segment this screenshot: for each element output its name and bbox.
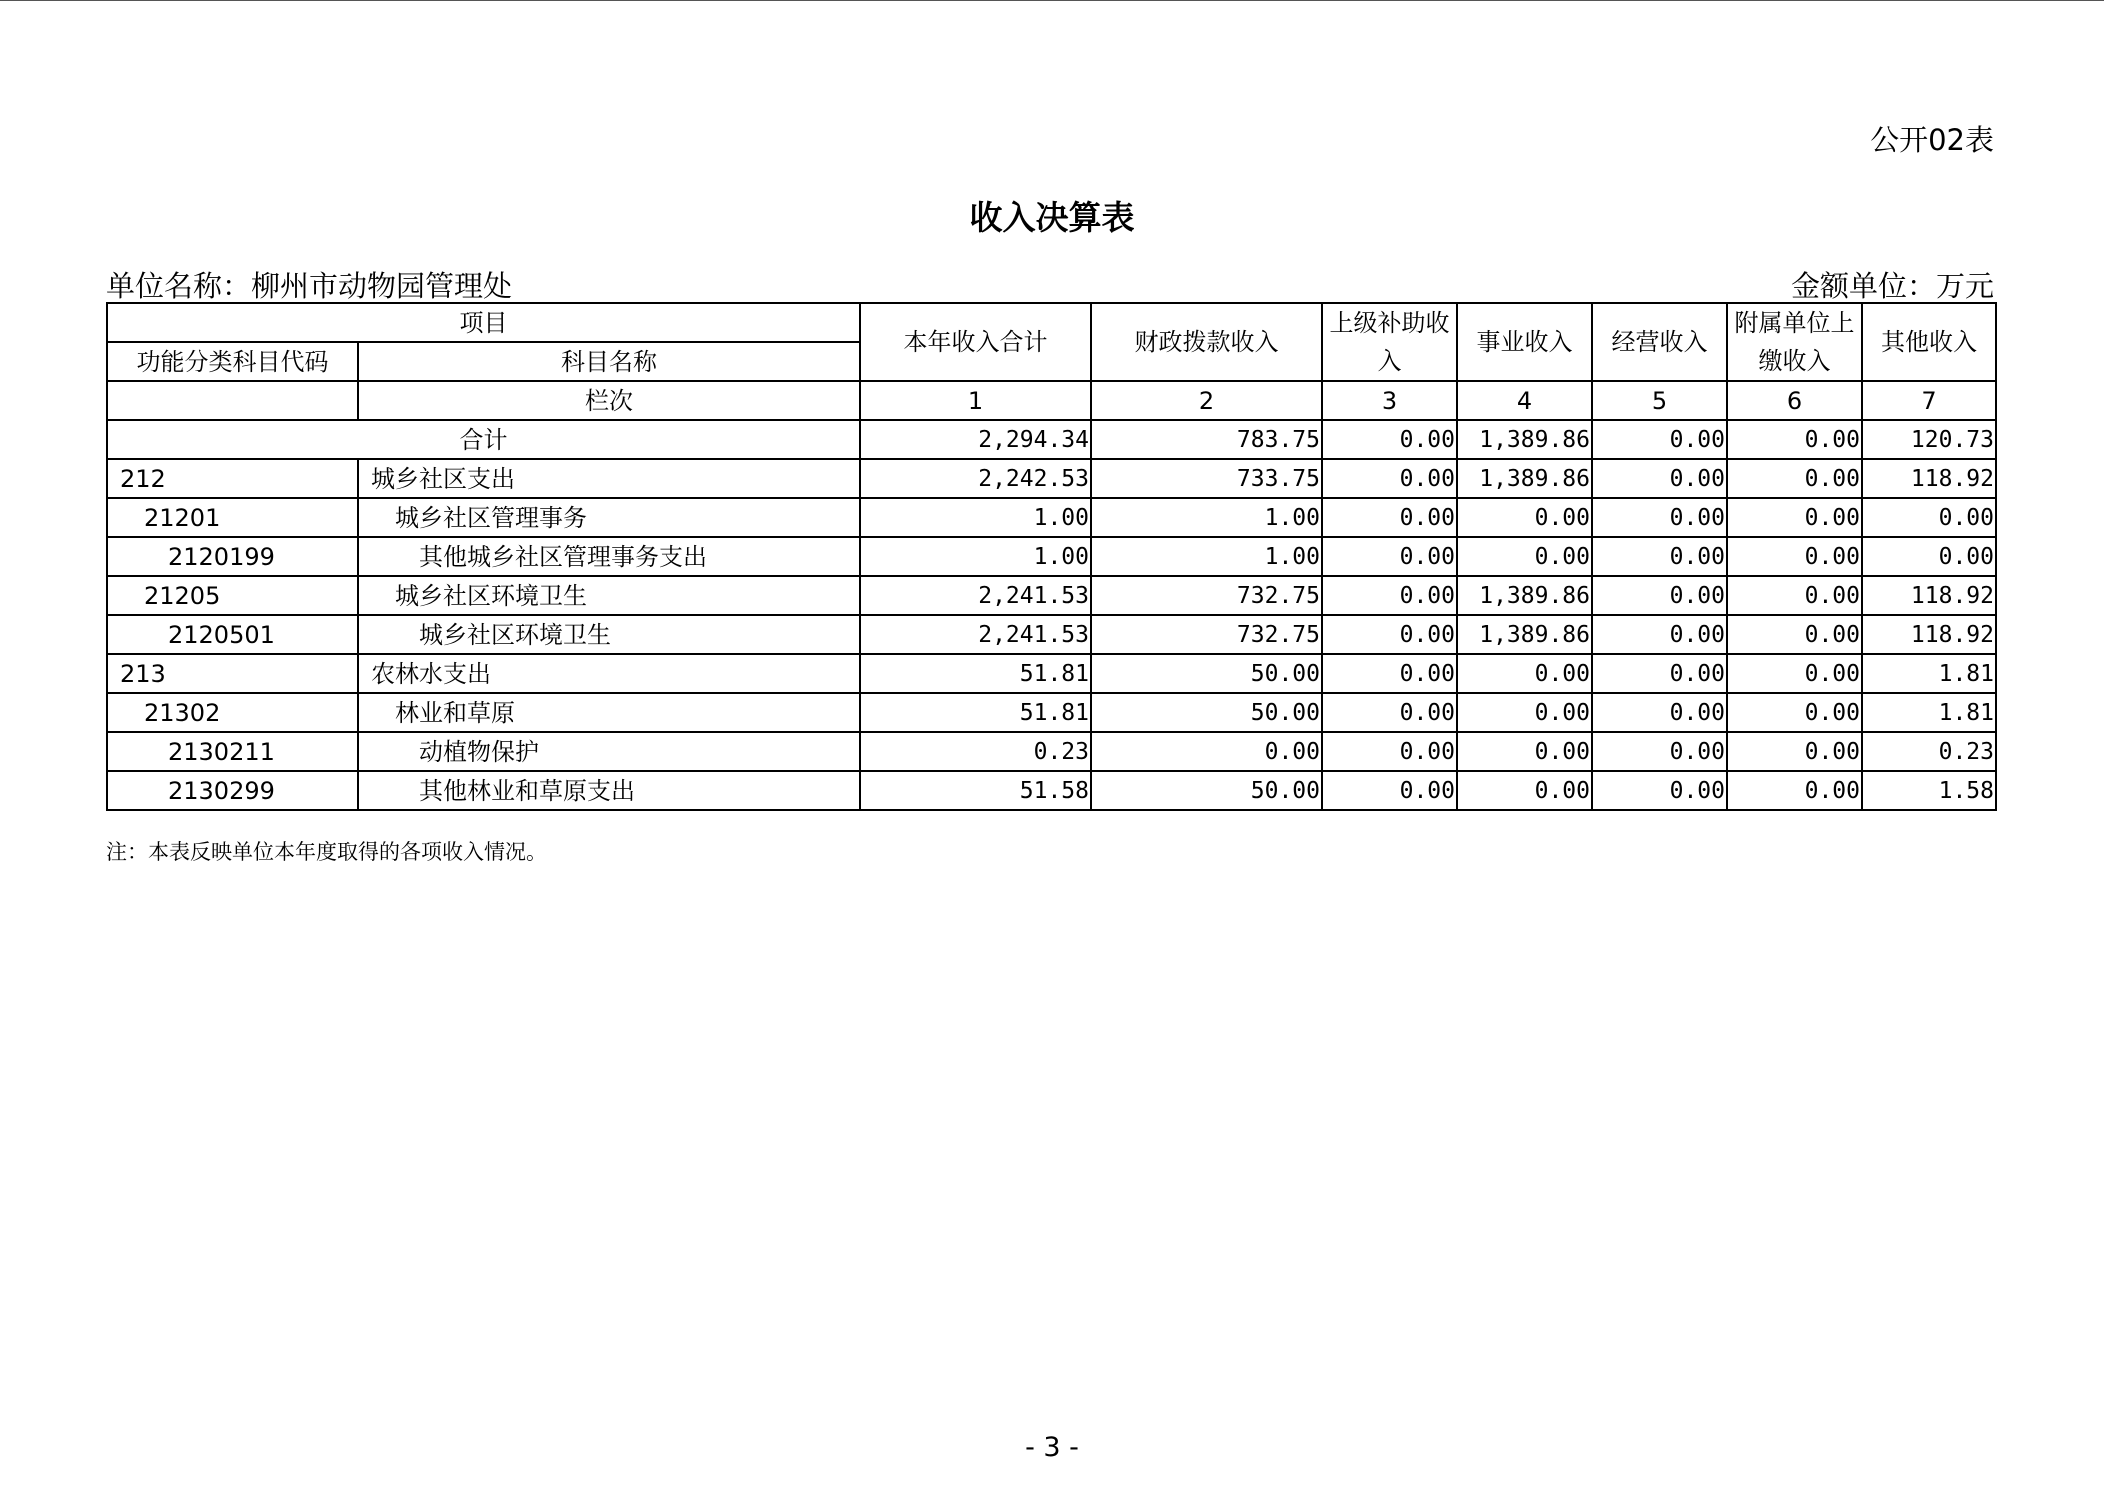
row-value: 0.00: [1457, 693, 1592, 732]
row-name: 城乡社区环境卫生: [358, 615, 860, 654]
table-row: [107, 498, 1996, 537]
row-value: 2,242.53: [860, 459, 1091, 498]
row-value: 1.00: [860, 537, 1091, 576]
row-value: 0.00: [1727, 615, 1862, 654]
row-name: 城乡社区环境卫生: [358, 576, 860, 615]
row-value: 0.00: [1727, 693, 1862, 732]
row-value: 0.00: [1592, 693, 1727, 732]
header-subsidy: 上级补助收入: [1322, 303, 1457, 381]
page-top-border: [0, 0, 2104, 1]
seq-row: [107, 381, 1996, 420]
row-value: 118.92: [1862, 615, 1996, 654]
row-value: 0.00: [1322, 576, 1457, 615]
table-row: [107, 654, 1996, 693]
header-affiliated: 附属单位上缴收入: [1727, 303, 1862, 381]
row-value: 732.75: [1091, 576, 1322, 615]
row-value: 0.00: [1322, 615, 1457, 654]
header-total: 本年收入合计: [860, 303, 1091, 381]
header-item: 项目: [107, 303, 860, 342]
total-value: 1,389.86: [1457, 420, 1592, 459]
header-row-1: [107, 303, 1996, 342]
total-row: [107, 420, 1996, 459]
row-value: 0.00: [1322, 654, 1457, 693]
seq-number: 3: [1322, 381, 1457, 420]
row-value: 50.00: [1091, 771, 1322, 810]
header-code: 功能分类科目代码: [107, 342, 358, 381]
row-value: 0.00: [1457, 537, 1592, 576]
row-code: 2120199: [107, 537, 358, 576]
header-fiscal: 财政拨款收入: [1091, 303, 1322, 381]
row-value: 0.00: [1457, 654, 1592, 693]
row-value: 0.00: [1322, 693, 1457, 732]
row-value: 0.00: [1727, 732, 1862, 771]
row-name: 其他城乡社区管理事务支出: [358, 537, 860, 576]
total-value: 120.73: [1862, 420, 1996, 459]
row-value: 1,389.86: [1457, 576, 1592, 615]
table-row: [107, 771, 1996, 810]
table-note: 注：本表反映单位本年度取得的各项收入情况。: [106, 840, 547, 864]
seq-number: 7: [1862, 381, 1996, 420]
seq-blank: [107, 381, 358, 420]
row-code: 212: [107, 459, 358, 498]
row-value: 0.00: [1322, 459, 1457, 498]
row-value: 0.00: [1457, 771, 1592, 810]
row-code: 2130211: [107, 732, 358, 771]
row-value: 732.75: [1091, 615, 1322, 654]
row-value: 0.00: [1727, 537, 1862, 576]
row-value: 733.75: [1091, 459, 1322, 498]
seq-number: 4: [1457, 381, 1592, 420]
row-value: 0.00: [1727, 654, 1862, 693]
row-value: 0.23: [860, 732, 1091, 771]
row-value: 0.00: [1457, 498, 1592, 537]
row-value: 0.00: [1592, 537, 1727, 576]
row-value: 2,241.53: [860, 576, 1091, 615]
row-code: 21205: [107, 576, 358, 615]
row-value: 51.81: [860, 693, 1091, 732]
total-value: 0.00: [1592, 420, 1727, 459]
money-unit: 金额单位：万元: [1790, 269, 1994, 303]
row-code: 2130299: [107, 771, 358, 810]
row-value: 0.00: [1457, 732, 1592, 771]
total-value: 0.00: [1322, 420, 1457, 459]
row-value: 0.00: [1091, 732, 1322, 771]
header-business: 事业收入: [1457, 303, 1592, 381]
row-value: 0.00: [1322, 771, 1457, 810]
table-row: [107, 693, 1996, 732]
seq-number: 5: [1592, 381, 1727, 420]
row-value: 1.00: [860, 498, 1091, 537]
row-value: 1.00: [1091, 537, 1322, 576]
row-name: 城乡社区支出: [358, 459, 860, 498]
row-name: 林业和草原: [358, 693, 860, 732]
row-value: 0.00: [1322, 732, 1457, 771]
unit-name: 单位名称：柳州市动物园管理处: [106, 269, 513, 303]
header-operating: 经营收入: [1592, 303, 1727, 381]
table-row: [107, 537, 1996, 576]
row-value: 50.00: [1091, 654, 1322, 693]
row-value: 0.00: [1727, 459, 1862, 498]
row-value: 0.00: [1592, 459, 1727, 498]
row-value: 51.81: [860, 654, 1091, 693]
table-row: [107, 576, 1996, 615]
row-name: 城乡社区管理事务: [358, 498, 860, 537]
total-label: 合计: [107, 420, 860, 459]
total-value: 783.75: [1091, 420, 1322, 459]
row-value: 0.00: [1592, 576, 1727, 615]
table-row: [107, 459, 1996, 498]
header-other: 其他收入: [1862, 303, 1996, 381]
row-value: 51.58: [860, 771, 1091, 810]
row-value: 0.00: [1592, 771, 1727, 810]
row-value: 0.00: [1592, 615, 1727, 654]
page-title: 收入决算表: [969, 198, 1135, 237]
row-value: 1,389.86: [1457, 615, 1592, 654]
row-value: 0.00: [1727, 771, 1862, 810]
table-number: 公开02表: [1870, 123, 1994, 157]
row-value: 50.00: [1091, 693, 1322, 732]
row-value: 1,389.86: [1457, 459, 1592, 498]
total-value: 2,294.34: [860, 420, 1091, 459]
row-value: 1.00: [1091, 498, 1322, 537]
seq-number: 6: [1727, 381, 1862, 420]
row-value: 1.58: [1862, 771, 1996, 810]
table-row: [107, 732, 1996, 771]
row-value: 0.00: [1322, 537, 1457, 576]
total-value: 0.00: [1727, 420, 1862, 459]
row-code: 2120501: [107, 615, 358, 654]
seq-label: 栏次: [358, 381, 860, 420]
row-value: 0.00: [1727, 498, 1862, 537]
row-value: 0.00: [1322, 498, 1457, 537]
row-value: 0.00: [1727, 576, 1862, 615]
row-value: 0.00: [1862, 537, 1996, 576]
row-value: 0.00: [1592, 654, 1727, 693]
income-table: [106, 302, 1997, 811]
row-name: 其他林业和草原支出: [358, 771, 860, 810]
table-row: [107, 615, 1996, 654]
row-value: 0.00: [1592, 732, 1727, 771]
seq-number: 2: [1091, 381, 1322, 420]
row-value: 0.00: [1862, 498, 1996, 537]
row-name: 农林水支出: [358, 654, 860, 693]
row-code: 213: [107, 654, 358, 693]
page-number: - 3 -: [1025, 1432, 1079, 1463]
row-value: 118.92: [1862, 576, 1996, 615]
row-value: 0.00: [1592, 498, 1727, 537]
row-value: 1.81: [1862, 693, 1996, 732]
row-value: 0.23: [1862, 732, 1996, 771]
row-value: 118.92: [1862, 459, 1996, 498]
seq-number: 1: [860, 381, 1091, 420]
row-code: 21302: [107, 693, 358, 732]
row-name: 动植物保护: [358, 732, 860, 771]
row-value: 1.81: [1862, 654, 1996, 693]
row-code: 21201: [107, 498, 358, 537]
row-value: 2,241.53: [860, 615, 1091, 654]
header-name: 科目名称: [358, 342, 860, 381]
